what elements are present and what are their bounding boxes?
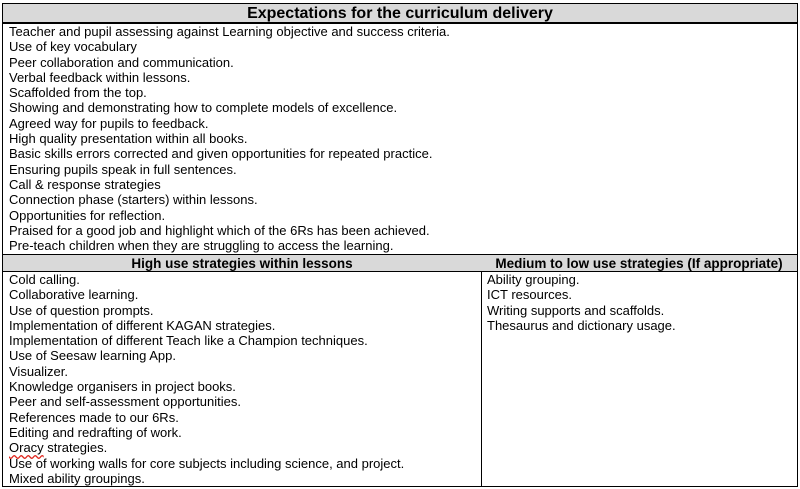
list-item: Opportunities for reflection. [9, 207, 166, 223]
list-item: Mixed ability groupings. [9, 470, 145, 486]
list-item: Use of Seesaw learning App. [9, 348, 176, 364]
list-item: Peer and self-assessment opportunities. [9, 394, 241, 410]
list-item: Use of working walls for core subjects including science, and project. [9, 455, 405, 471]
list-item: Knowledge organisers in project books. [9, 379, 236, 395]
list-item: Praised for a good job and highlight which of the 6Rs has been achieved. [9, 222, 430, 238]
list-item: Basic skills errors corrected and given opportunities for repeated practice. [9, 146, 433, 162]
list-item: Ability grouping. [487, 272, 580, 287]
list-item: Peer collaboration and communication. [9, 54, 234, 70]
list-item: Cold calling. [9, 272, 80, 287]
list-item [9, 440, 404, 455]
medium-low-list [487, 272, 676, 333]
list-item: Implementation of different KAGAN strategies. [9, 317, 276, 333]
list-item: Ensuring pupils speak in full sentences. [9, 161, 237, 177]
spellcheck-word: Oracy [9, 440, 44, 456]
list-item: Collaborative learning. [9, 287, 139, 303]
list-item: Visualizer. [9, 363, 69, 379]
list-item: Implementation of different Teach like a Champion techniques. [9, 333, 368, 349]
list-item: Agreed way for pupils to feedback. [9, 115, 209, 131]
list-item-text: strategies. [43, 440, 108, 456]
list-item: Teacher and pupil assessing against Learning objective and success criteria. [9, 24, 450, 39]
list-item: Use of question prompts. [9, 302, 154, 318]
list-item: Showing and demonstrating how to complete models of excellence. [9, 100, 398, 116]
list-item: High quality presentation within all books. [9, 131, 248, 147]
list-item: Verbal feedback within lessons. [9, 69, 191, 85]
list-item: Scaffolded from the top. [9, 85, 147, 101]
list-item: Connection phase (starters) within lessons. [9, 192, 258, 208]
list-item: Call & response strategies [9, 176, 161, 192]
page-title: Expectations for the curriculum delivery [2, 3, 798, 23]
list-item: Thesaurus and dictionary usage. [487, 317, 676, 333]
high-use-list [9, 272, 404, 486]
list-item: Pre-teach children when they are struggling to access the learning. [9, 238, 394, 254]
expectations-list [9, 24, 450, 253]
high-use-heading: High use strategies within lessons [2, 255, 482, 272]
list-item: ICT resources. [487, 287, 573, 303]
list-item: Writing supports and scaffolds. [487, 302, 665, 318]
list-item: Editing and redrafting of work. [9, 424, 182, 440]
medium-low-heading: Medium to low use strategies (If appropriate) [481, 255, 798, 272]
list-item: Use of key vocabulary [9, 39, 137, 55]
list-item: References made to our 6Rs. [9, 409, 179, 425]
